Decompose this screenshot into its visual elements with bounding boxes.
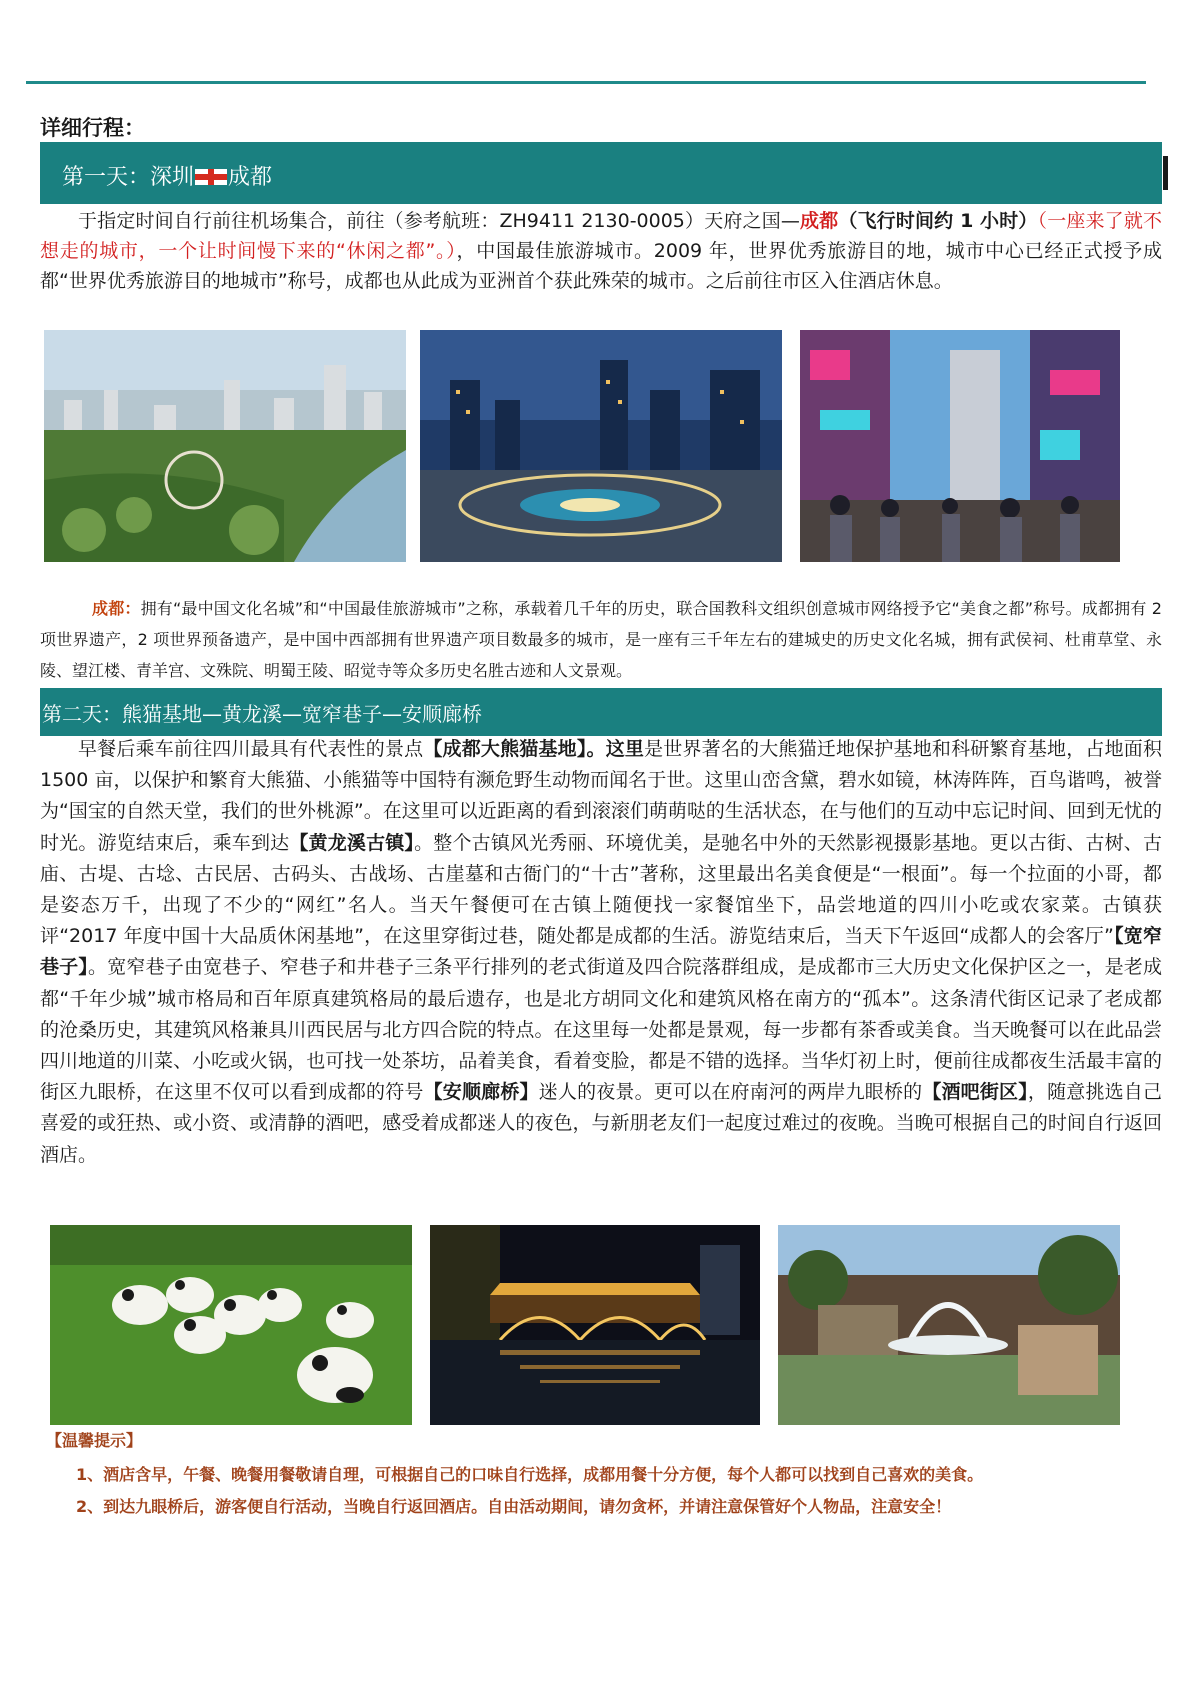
day2-text-5: 迷人的夜景。更可以在府南河的两岸九眼桥的 <box>538 1081 923 1104</box>
section-label: 详细行程： <box>40 116 145 140</box>
kuanzhai-label: 【宽窄巷子】 <box>40 925 1162 979</box>
day2-paragraph <box>40 734 1162 1171</box>
day1-text-a: 于指定时间自行前往机场集合，前往（参考航班：ZH9411 2130-0005）天府之国— <box>78 210 800 232</box>
england-flag-icon <box>195 169 227 185</box>
anshun-bridge-night-photo <box>430 1225 760 1425</box>
tips-title: 【温馨提示】 <box>46 1431 143 1450</box>
tip-item: 1、酒店含早，午餐、晚餐用餐敬请自理，可根据自己的口味自行选择，成都用餐十分方便，每个人都可以找到自己喜欢的美食。 <box>76 1465 984 1484</box>
huanglongxi-fountain-photo <box>778 1225 1120 1425</box>
huanglongxi-label: 【黄龙溪古镇】 <box>289 831 415 854</box>
bar-street-label: 【酒吧街区】 <box>922 1081 1028 1104</box>
anshun-bridge-label: 【安顺廊桥】 <box>423 1081 539 1104</box>
day2-text-3: 。整个古镇风光秀丽、环境优美，是驰名中外的天然影视摄影基地。更以古街、古树、古庙、古堤、古埝、古民居、古码头、古战场、古崖墓和古衙门的“十古”著称，这里最出名美食便是“一根面”。每一个拉面的小哥，都是姿态万千，出现了不少的“网红”名人。当天午餐便可在古镇上随便找一家餐馆坐下，品尝地道的四川小吃或农家菜。古镇获评“2017 年度中国十大品质休闲基地”，在这里穿街过巷，随处都是成都的生活。游览结束后，当天下午返回“成都人的会客厅” <box>40 831 1162 948</box>
day1-paragraph <box>40 206 1162 296</box>
day2-text-1: 早餐后乘车前往四川最具有代表性的景点 <box>78 738 424 760</box>
chengdu-intro-text: 拥有“最中国文化名城”和“中国最佳旅游城市”之称，承载着几千年的历史，联合国教科文组织创意城市网络授予它“美食之都”称号。成都拥有 2 项世界遗产，2 项世界预备遗产，是中国中西部拥有世界遗产项目数最多的城市，是一座有三千年左右的建城史的历史文化名城，拥有武侯祠、杜甫草堂、永陵、望江楼、青羊宫、文殊院、明蜀王陵、昭觉寺等众多历史名胜古迹和人文景观。 <box>40 599 1162 680</box>
day1-city: 成都 <box>799 210 839 232</box>
chengdu-intro <box>40 593 1162 686</box>
day1-title-from: 第一天：深圳 <box>62 165 195 190</box>
day2-text-4: 。宽窄巷子由宽巷子、窄巷子和井巷子三条平行排列的老式街道及四合院落群组成，是成都市三大历史文化保护区之一，是老成都“千年少城”城市格局和百年原真建筑格局的最后遗存，也是北方胡同文化和建筑风格在南方的“孤本”。这条清代街区记录了老成都的沧桑历史，其建筑风格兼具川西民居与北方四合院的特点。在这里每一处都是景观，每一步都有茶香或美食。当天晚餐可以在此品尝四川地道的川菜、小吃或火锅，也可找一处茶坊，品着美食，看着变脸，都是不错的选择。当华灯初上时，便前往成都夜生活最丰富的街区九眼桥，在这里不仅可以看到成都的符号 <box>40 956 1162 1104</box>
day1-text-b: ，中国最佳旅游城市。2009 年，世界优秀旅游目的地，城市中心已经正式授予成都“世界优秀旅游目的地城市”称号，成都也从此成为亚洲首个获此殊荣的城市。之后前往市区入住酒店休息。 <box>40 240 1162 292</box>
day1-quote: （一座来了就不想走的城市，一个让时间慢下来的“休闲之都”。） <box>40 210 1162 262</box>
giant-pandas-on-grass-photo <box>50 1225 412 1425</box>
day2-text-2: 是世界著名的大熊猫迁地保护基地和科研繁育基地，占地面积 1500 亩，以保护和繁育大熊猫、小熊猫等中国特有濒危野生动物而闻名于世。这里山峦含黛，碧水如镜，林涛阵阵，百鸟谐鸣，被誉为“国宝的自然天堂，我们的世外桃源”。在这里可以近距离的看到滚滚们萌萌哒的生活状态，在与他们的互动中忘记时间、回到无忧的时光。游览结束后，乘车到达 <box>40 738 1162 854</box>
day1-title-to: 成都 <box>228 165 273 190</box>
chengdu-intro-label: 成都： <box>92 599 141 618</box>
day2-title-bar: 第二天：熊猫基地—黄龙溪—宽窄巷子—安顺廊桥 <box>40 688 1162 736</box>
header-rule <box>26 81 1146 84</box>
chengdu-riverside-city-photo <box>44 330 406 562</box>
chunxi-road-street-photo <box>800 330 1120 562</box>
tianfu-square-night-photo <box>420 330 782 562</box>
day2-text-6: ，随意挑选自己喜爱的或狂热、或小资、或清静的酒吧，感受着成都迷人的夜色，与新朋老友们一起度过难过的夜晚。当晚可根据自己的时间自行返回酒店。 <box>40 1081 1162 1166</box>
panda-base-label: 【成都大熊猫基地】。这里 <box>423 738 645 760</box>
day1-flight-time: （飞行时间约 1 小时） <box>838 210 1038 232</box>
tip-item: 2、到达九眼桥后，游客便自行活动，当晚自行返回酒店。自由活动期间，请勿贪杯，并请注意保管好个人物品，注意安全！ <box>76 1497 952 1516</box>
day1-title-bar <box>40 142 1162 204</box>
